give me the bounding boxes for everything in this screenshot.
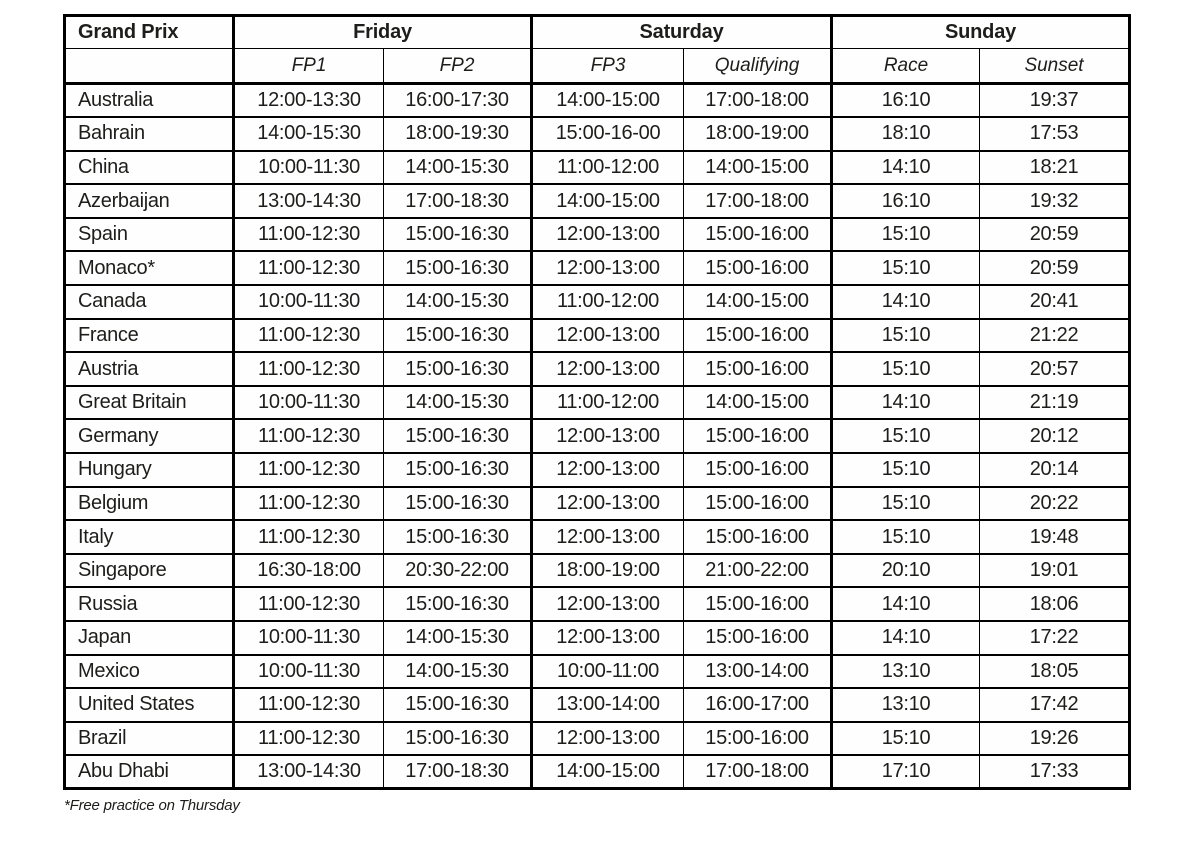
grand-prix-cell: Monaco* [65, 251, 234, 285]
fp2-cell: 15:00-16:30 [384, 587, 532, 621]
table-body [65, 84, 1130, 789]
table-header [65, 16, 1130, 84]
fp3-cell: 12:00-13:00 [532, 218, 684, 252]
fp1-cell: 11:00-12:30 [234, 453, 384, 487]
grand-prix-cell: Great Britain [65, 386, 234, 420]
table-row [65, 319, 1130, 353]
session-header-row [65, 49, 1130, 84]
race-column-header: Race [832, 49, 980, 84]
grand-prix-cell: Germany [65, 419, 234, 453]
sunset-cell: 20:14 [980, 453, 1130, 487]
race-cell: 14:10 [832, 587, 980, 621]
fp1-cell: 10:00-11:30 [234, 621, 384, 655]
grand-prix-cell: Azerbaijan [65, 184, 234, 218]
fp2-cell: 14:00-15:30 [384, 151, 532, 185]
race-cell: 18:10 [832, 117, 980, 151]
table-row [65, 251, 1130, 285]
fp3-cell: 12:00-13:00 [532, 319, 684, 353]
sunset-cell: 19:26 [980, 722, 1130, 756]
grand-prix-cell: Canada [65, 285, 234, 319]
fp2-cell: 16:00-17:30 [384, 84, 532, 118]
fp3-cell: 12:00-13:00 [532, 251, 684, 285]
qualifying-cell: 15:00-16:00 [684, 419, 832, 453]
fp2-column-header: FP2 [384, 49, 532, 84]
grand-prix-cell: Belgium [65, 487, 234, 521]
sunset-cell: 21:19 [980, 386, 1130, 420]
fp1-cell: 10:00-11:30 [234, 285, 384, 319]
fp2-cell: 15:00-16:30 [384, 419, 532, 453]
race-cell: 15:10 [832, 352, 980, 386]
fp3-cell: 12:00-13:00 [532, 587, 684, 621]
fp2-cell: 14:00-15:30 [384, 655, 532, 689]
fp2-cell: 20:30-22:00 [384, 554, 532, 588]
sunset-column-header: Sunset [980, 49, 1130, 84]
qualifying-cell: 15:00-16:00 [684, 621, 832, 655]
grand-prix-schedule-table [63, 14, 1131, 790]
table-row [65, 117, 1130, 151]
qualifying-cell: 15:00-16:00 [684, 453, 832, 487]
fp3-cell: 11:00-12:00 [532, 151, 684, 185]
footnote: *Free practice on Thursday [64, 797, 240, 815]
fp1-cell: 10:00-11:30 [234, 151, 384, 185]
fp3-cell: 14:00-15:00 [532, 755, 684, 789]
fp3-cell: 12:00-13:00 [532, 352, 684, 386]
sunset-cell: 17:53 [980, 117, 1130, 151]
fp2-cell: 15:00-16:30 [384, 218, 532, 252]
fp3-cell: 14:00-15:00 [532, 84, 684, 118]
fp1-cell: 11:00-12:30 [234, 587, 384, 621]
race-cell: 15:10 [832, 722, 980, 756]
qualifying-cell: 15:00-16:00 [684, 352, 832, 386]
grand-prix-cell: Japan [65, 621, 234, 655]
sunset-cell: 20:57 [980, 352, 1130, 386]
fp1-cell: 11:00-12:30 [234, 319, 384, 353]
sunday-group-header: Sunday [832, 16, 1130, 49]
race-cell: 13:10 [832, 688, 980, 722]
table-row [65, 285, 1130, 319]
fp3-column-header: FP3 [532, 49, 684, 84]
fp1-cell: 12:00-13:30 [234, 84, 384, 118]
table-row [65, 587, 1130, 621]
table-row [65, 352, 1130, 386]
schedule-container [63, 14, 1131, 814]
fp3-cell: 11:00-12:00 [532, 386, 684, 420]
table-row [65, 655, 1130, 689]
table-row [65, 218, 1130, 252]
race-cell: 17:10 [832, 755, 980, 789]
fp2-cell: 14:00-15:30 [384, 621, 532, 655]
table-row [65, 688, 1130, 722]
sunset-cell: 20:41 [980, 285, 1130, 319]
race-cell: 15:10 [832, 419, 980, 453]
grand-prix-cell: Australia [65, 84, 234, 118]
race-cell: 15:10 [832, 520, 980, 554]
fp1-cell: 11:00-12:30 [234, 520, 384, 554]
table-row [65, 184, 1130, 218]
fp2-cell: 15:00-16:30 [384, 688, 532, 722]
qualifying-cell: 14:00-15:00 [684, 386, 832, 420]
saturday-group-header: Saturday [532, 16, 832, 49]
table-row [65, 722, 1130, 756]
grand-prix-cell: Singapore [65, 554, 234, 588]
table-row [65, 151, 1130, 185]
fp2-cell: 15:00-16:30 [384, 453, 532, 487]
fp2-cell: 15:00-16:30 [384, 352, 532, 386]
fp2-cell: 18:00-19:30 [384, 117, 532, 151]
table-row [65, 419, 1130, 453]
qualifying-cell: 15:00-16:00 [684, 722, 832, 756]
fp3-cell: 12:00-13:00 [532, 487, 684, 521]
grand-prix-column-header: Grand Prix [65, 16, 234, 49]
qualifying-cell: 15:00-16:00 [684, 251, 832, 285]
fp1-cell: 13:00-14:30 [234, 755, 384, 789]
qualifying-cell: 15:00-16:00 [684, 487, 832, 521]
grand-prix-cell: France [65, 319, 234, 353]
sunset-cell: 20:22 [980, 487, 1130, 521]
fp2-cell: 15:00-16:30 [384, 520, 532, 554]
fp1-column-header: FP1 [234, 49, 384, 84]
grand-prix-cell: United States [65, 688, 234, 722]
fp1-cell: 11:00-12:30 [234, 487, 384, 521]
fp1-cell: 11:00-12:30 [234, 218, 384, 252]
fp3-cell: 12:00-13:00 [532, 419, 684, 453]
grand-prix-cell: Brazil [65, 722, 234, 756]
table-row [65, 755, 1130, 789]
race-cell: 15:10 [832, 251, 980, 285]
fp1-cell: 10:00-11:30 [234, 655, 384, 689]
table-row [65, 621, 1130, 655]
grand-prix-cell: Hungary [65, 453, 234, 487]
sunset-cell: 18:05 [980, 655, 1130, 689]
qualifying-cell: 15:00-16:00 [684, 587, 832, 621]
grand-prix-cell: Bahrain [65, 117, 234, 151]
race-cell: 16:10 [832, 84, 980, 118]
fp2-cell: 15:00-16:30 [384, 487, 532, 521]
qualifying-cell: 15:00-16:00 [684, 520, 832, 554]
friday-group-header: Friday [234, 16, 532, 49]
fp2-cell: 14:00-15:30 [384, 285, 532, 319]
fp2-cell: 17:00-18:30 [384, 184, 532, 218]
sunset-cell: 17:33 [980, 755, 1130, 789]
race-cell: 14:10 [832, 386, 980, 420]
race-cell: 14:10 [832, 151, 980, 185]
fp2-cell: 15:00-16:30 [384, 251, 532, 285]
fp3-cell: 11:00-12:00 [532, 285, 684, 319]
fp1-cell: 11:00-12:30 [234, 722, 384, 756]
fp3-cell: 12:00-13:00 [532, 453, 684, 487]
sunset-cell: 19:37 [980, 84, 1130, 118]
qualifying-cell: 15:00-16:00 [684, 319, 832, 353]
table-row [65, 520, 1130, 554]
sunset-cell: 19:01 [980, 554, 1130, 588]
race-cell: 15:10 [832, 487, 980, 521]
sunset-cell: 17:42 [980, 688, 1130, 722]
grand-prix-cell: Abu Dhabi [65, 755, 234, 789]
fp3-cell: 18:00-19:00 [532, 554, 684, 588]
day-header-row [65, 16, 1130, 49]
qualifying-cell: 13:00-14:00 [684, 655, 832, 689]
table-row [65, 453, 1130, 487]
fp3-cell: 12:00-13:00 [532, 621, 684, 655]
sunset-cell: 20:12 [980, 419, 1130, 453]
qualifying-cell: 18:00-19:00 [684, 117, 832, 151]
qualifying-cell: 17:00-18:00 [684, 184, 832, 218]
table-row [65, 84, 1130, 118]
fp1-cell: 11:00-12:30 [234, 688, 384, 722]
race-cell: 14:10 [832, 285, 980, 319]
sunset-cell: 19:32 [980, 184, 1130, 218]
qualifying-cell: 16:00-17:00 [684, 688, 832, 722]
grand-prix-cell: Italy [65, 520, 234, 554]
sunset-cell: 18:21 [980, 151, 1130, 185]
sunset-cell: 20:59 [980, 218, 1130, 252]
sunset-cell: 21:22 [980, 319, 1130, 353]
race-cell: 15:10 [832, 319, 980, 353]
grand-prix-cell: Spain [65, 218, 234, 252]
qualifying-cell: 17:00-18:00 [684, 84, 832, 118]
sunset-cell: 20:59 [980, 251, 1130, 285]
qualifying-cell: 14:00-15:00 [684, 151, 832, 185]
qualifying-cell: 15:00-16:00 [684, 218, 832, 252]
fp3-cell: 10:00-11:00 [532, 655, 684, 689]
fp1-cell: 11:00-12:30 [234, 251, 384, 285]
fp1-cell: 10:00-11:30 [234, 386, 384, 420]
fp3-cell: 15:00-16-00 [532, 117, 684, 151]
fp2-cell: 15:00-16:30 [384, 722, 532, 756]
race-cell: 16:10 [832, 184, 980, 218]
fp2-cell: 17:00-18:30 [384, 755, 532, 789]
fp1-cell: 13:00-14:30 [234, 184, 384, 218]
table-row [65, 386, 1130, 420]
race-cell: 14:10 [832, 621, 980, 655]
qualifying-cell: 21:00-22:00 [684, 554, 832, 588]
table-row [65, 554, 1130, 588]
grand-prix-cell: Austria [65, 352, 234, 386]
table-row [65, 487, 1130, 521]
fp3-cell: 12:00-13:00 [532, 722, 684, 756]
fp1-cell: 11:00-12:30 [234, 419, 384, 453]
sunset-cell: 18:06 [980, 587, 1130, 621]
sunset-cell: 17:22 [980, 621, 1130, 655]
grand-prix-cell: China [65, 151, 234, 185]
fp1-cell: 11:00-12:30 [234, 352, 384, 386]
race-cell: 13:10 [832, 655, 980, 689]
grand-prix-cell: Russia [65, 587, 234, 621]
grand-prix-cell: Mexico [65, 655, 234, 689]
empty-corner-cell [65, 49, 234, 84]
qualifying-column-header: Qualifying [684, 49, 832, 84]
fp3-cell: 14:00-15:00 [532, 184, 684, 218]
qualifying-cell: 14:00-15:00 [684, 285, 832, 319]
sunset-cell: 19:48 [980, 520, 1130, 554]
fp1-cell: 14:00-15:30 [234, 117, 384, 151]
fp3-cell: 13:00-14:00 [532, 688, 684, 722]
race-cell: 15:10 [832, 453, 980, 487]
fp2-cell: 15:00-16:30 [384, 319, 532, 353]
qualifying-cell: 17:00-18:00 [684, 755, 832, 789]
race-cell: 15:10 [832, 218, 980, 252]
fp1-cell: 16:30-18:00 [234, 554, 384, 588]
fp2-cell: 14:00-15:30 [384, 386, 532, 420]
race-cell: 20:10 [832, 554, 980, 588]
fp3-cell: 12:00-13:00 [532, 520, 684, 554]
